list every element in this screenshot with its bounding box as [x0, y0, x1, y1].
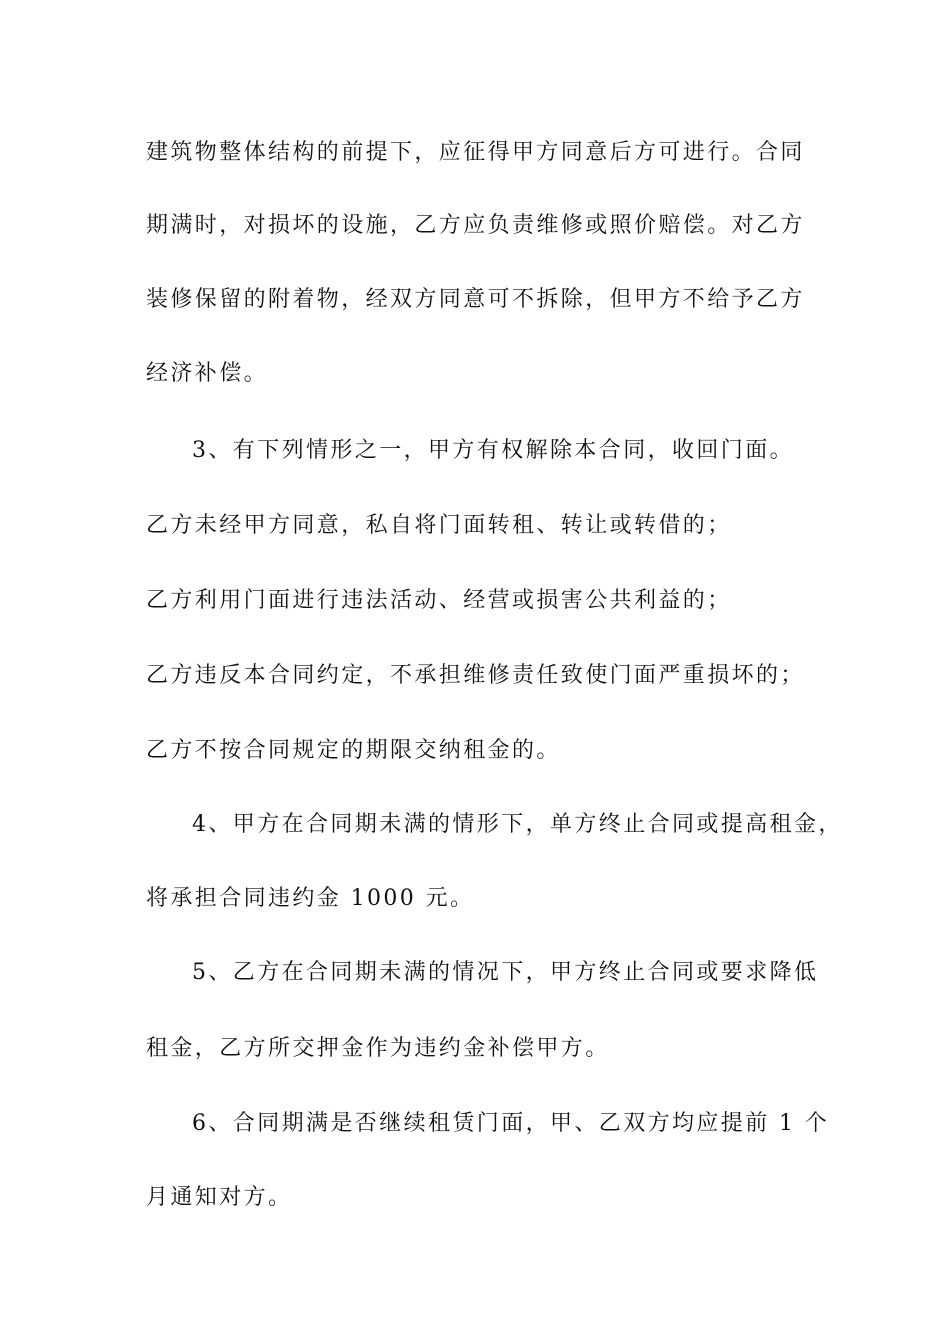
text-line: 月通知对方。: [146, 1185, 293, 1210]
text-line: 将承担合同违约金 1000 元。: [146, 886, 475, 911]
clause-4: 4、甲方在合同期未满的情形下，单方终止合同或提高租金，: [192, 812, 843, 837]
clause-3-item: 乙方未经甲方同意，私自将门面转租、转让或转借的；: [146, 513, 732, 538]
clause-3-item: 乙方不按合同规定的期限交纳租金的。: [146, 738, 561, 763]
text-line: 经济补偿。: [146, 361, 269, 386]
clause-3-item: 乙方违反本合同约定，不承担维修责任致使门面严重损坏的；: [146, 663, 805, 688]
text-line: 建筑物整体结构的前提下，应征得甲方同意后方可进行。合同: [146, 140, 805, 165]
text-line: 装修保留的附着物，经双方同意可不拆除，但甲方不给予乙方: [146, 287, 805, 312]
clause-6: 6、合同期满是否继续租赁门面，甲、乙双方均应提前 1 个: [192, 1111, 830, 1136]
clause-3-heading: 3、有下列情形之一，甲方有权解除本合同，收回门面。: [192, 438, 794, 463]
text-line: 期满时，对损坏的设施，乙方应负责维修或照价赔偿。对乙方: [146, 213, 805, 238]
clause-3-item: 乙方利用门面进行违法活动、经营或损害公共利益的；: [146, 588, 732, 613]
text-line: 租金，乙方所交押金作为违约金补偿甲方。: [146, 1036, 610, 1061]
clause-5: 5、乙方在合同期未满的情况下，甲方终止合同或要求降低: [192, 960, 819, 985]
